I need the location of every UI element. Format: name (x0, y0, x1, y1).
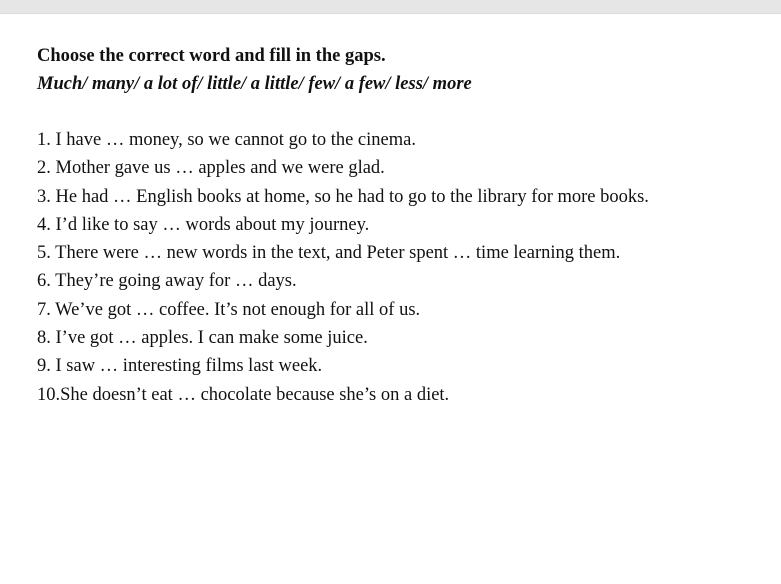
exercise-item-5: 5. There were … new words in the text, and Peter spent … time learning them. (37, 243, 621, 264)
exercise-title: Choose the correct word and fill in the gaps. (37, 46, 386, 66)
blank-line (37, 98, 767, 126)
exercise-item-1: 1. I have … money, so we cannot go to the cinema. (37, 130, 416, 150)
top-bar (0, 0, 781, 14)
exercise-item-10: 10.She doesn’t eat … chocolate because she’s on a diet. (37, 384, 450, 405)
exercise-list (37, 126, 767, 409)
exercise-item-9: 9. I saw … interesting films last week. (37, 356, 323, 377)
exercise-item-4: 4. I’d like to say … words about my journey. (37, 214, 370, 235)
word-options: Much/ many/ a lot of/ little/ a little/ few/ a few/ less/ more (37, 74, 472, 94)
exercise-item-8: 8. I’ve got … apples. I can make some juice. (37, 328, 368, 349)
document-page (37, 42, 767, 409)
exercise-item-2: 2. Mother gave us … apples and we were glad. (37, 158, 385, 179)
exercise-item-7: 7. We’ve got … coffee. It’s not enough for all of us. (37, 299, 421, 320)
exercise-item-6: 6. They’re going away for … days. (37, 271, 297, 292)
exercise-item-3: 3. He had … English books at home, so he had to go to the library for more books. (37, 186, 649, 207)
